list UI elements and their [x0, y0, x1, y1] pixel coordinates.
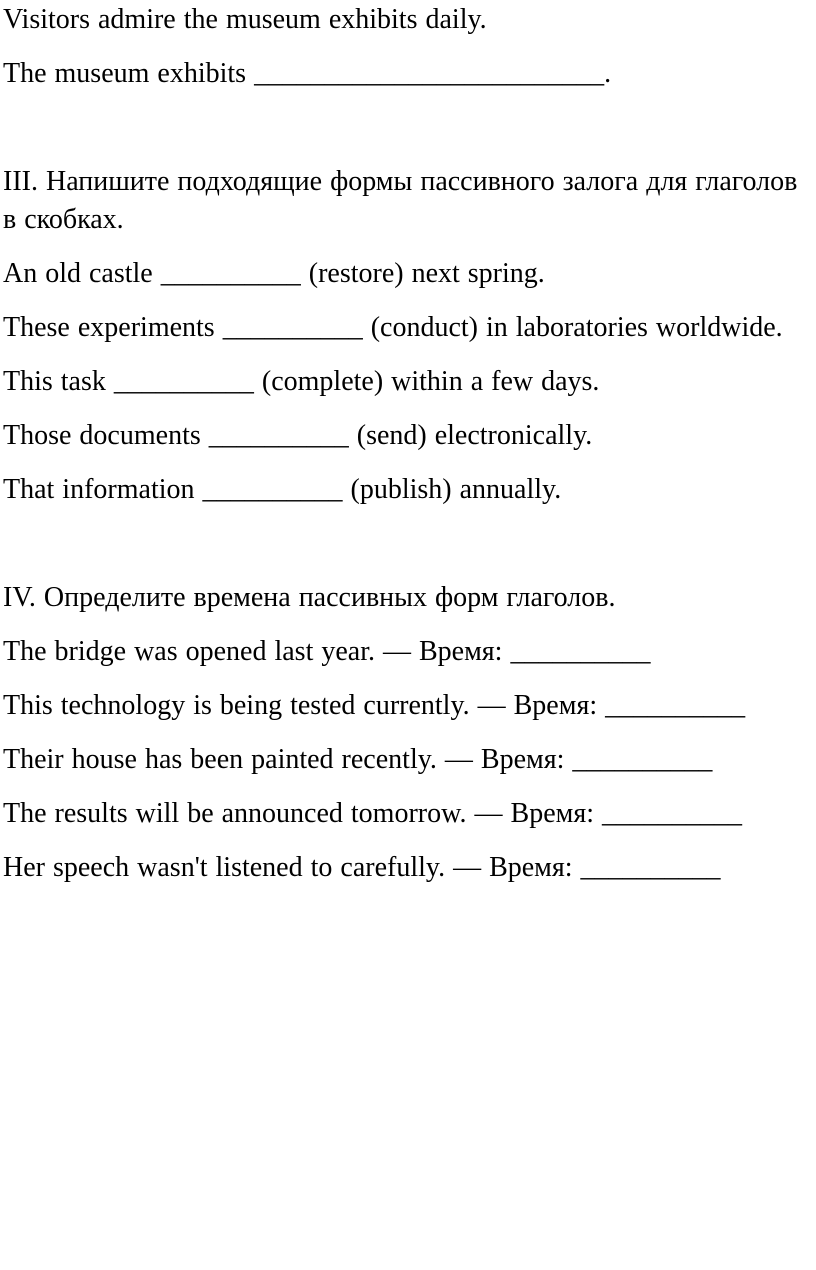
section-iii-heading: III. Напишите подходящие формы пассивного залога для глаголов в скобках. — [3, 166, 798, 235]
exercise-iii-item-4: Those documents __________ (send) electronically. — [3, 420, 593, 451]
exercise-iv-item-2: This technology is being tested currently. — Время: __________ — [3, 690, 746, 721]
exercise-iii-item-5: That information __________ (publish) annually. — [3, 474, 562, 505]
exercise-iv-item-3: Their house has been painted recently. — Время: __________ — [3, 744, 713, 775]
exercise-iv-item-4: The results will be announced tomorrow. — Время: __________ — [3, 798, 742, 829]
exercise-iii-item-1: An old castle __________ (restore) next spring. — [3, 258, 545, 289]
exercise-iii-item-3: This task __________ (complete) within a few days. — [3, 366, 600, 397]
exercise-iii-item-2: These experiments __________ (conduct) in laboratories worldwide. — [3, 312, 783, 343]
exercise-iv-item-5: Her speech wasn't listened to carefully. — Время: __________ — [3, 852, 721, 883]
exercise-iv-item-1: The bridge was opened last year. — Время: __________ — [3, 636, 651, 667]
intro-passive-blank-sentence: The museum exhibits _________________________. — [3, 58, 612, 89]
section-iv-heading: IV. Определите времена пассивных форм глаголов. — [3, 582, 616, 613]
intro-active-sentence: Visitors admire the museum exhibits daily. — [3, 4, 487, 35]
